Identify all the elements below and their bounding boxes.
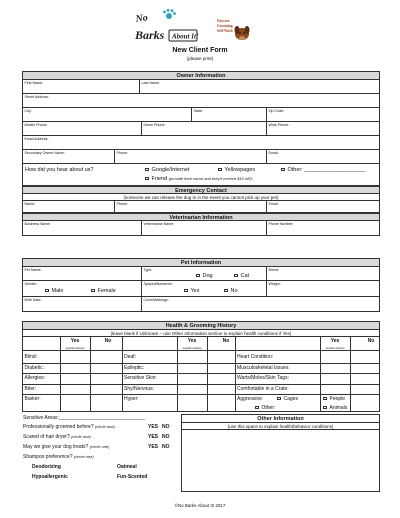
other-option[interactable]: Other: ____________________: [281, 167, 366, 173]
checkbox[interactable]: [91, 289, 95, 293]
heart-label: Heart Condition:: [237, 354, 274, 360]
checkbox[interactable]: [323, 406, 327, 410]
treats-no[interactable]: NO: [162, 444, 170, 450]
friend-option[interactable]: Friend (provide their name and they'll receive $10 off!):: [145, 176, 253, 182]
logo-graphic: [133, 8, 267, 46]
svg-text:Daycare: Daycare: [217, 19, 230, 23]
biter-label: Biter:: [24, 385, 37, 392]
checkbox[interactable]: [218, 168, 222, 172]
city-row: [23, 108, 379, 122]
sensitive-areas[interactable]: Sensitive Areas:_______________________________: [23, 415, 146, 421]
groomed-no[interactable]: NO: [162, 424, 170, 430]
mobile-phone-field[interactable]: Mobile Phone:: [24, 123, 48, 127]
dryer-no[interactable]: NO: [162, 434, 170, 440]
email-field[interactable]: Email Address:: [24, 137, 49, 141]
other-info-section[interactable]: [181, 414, 380, 492]
barker-label: Barker:: [24, 396, 41, 402]
vet-phone-field[interactable]: Phone Number:: [266, 221, 379, 235]
birth-date-field[interactable]: Birth Date:: [24, 298, 42, 302]
form-title: New Client Form: [172, 47, 228, 54]
vet-header: Veterinarian Information: [23, 213, 379, 221]
zip-field[interactable]: Zip Code:: [266, 108, 379, 121]
health-header: Health & Grooming History: [23, 322, 379, 330]
paw-icon: [163, 9, 176, 19]
shampoo-oatmeal[interactable]: Oatmeal: [117, 464, 137, 470]
yellowpages-option[interactable]: Yellowpages: [218, 167, 255, 173]
weight-field[interactable]: Weight:: [266, 281, 379, 296]
epileptic-label: Epileptic:: [124, 364, 145, 371]
allergies-label: Allergies:: [24, 375, 46, 381]
dog-option[interactable]: Dog: [196, 273, 213, 279]
emergency-phone-field[interactable]: Phone:: [114, 201, 266, 212]
spayed-yes-option[interactable]: Yes: [184, 288, 199, 294]
pet-row-2: [23, 281, 379, 297]
home-phone-field[interactable]: Home Phone:: [141, 122, 266, 135]
pet-section: [22, 258, 380, 312]
crate-label: Comfortable in a Crate:: [237, 385, 289, 392]
last-name-field[interactable]: Last Name:: [139, 80, 379, 93]
pet-type-field: Type: Dog Cat: [141, 267, 266, 280]
health-col-headers: Yes No (explain below) Yes No (explain below) Yes No (explain below): [23, 337, 379, 351]
checkbox[interactable]: [234, 274, 238, 278]
email-row: [23, 136, 379, 150]
checkbox[interactable]: [196, 274, 200, 278]
grooming-questions: [22, 415, 180, 495]
pet-row-1: [23, 267, 379, 281]
phones-row: [23, 122, 379, 136]
musculoskeletal-label: Musculoskeletal Issues:: [237, 364, 290, 371]
breed-field[interactable]: Breed:: [266, 267, 379, 280]
secondary-phone-field[interactable]: Phone:: [114, 150, 266, 163]
shampoo-hypoallergenic[interactable]: Hypoallergenic: [32, 474, 68, 480]
vet-name-field[interactable]: Veterinarian Name:: [141, 221, 266, 235]
hear-about-question: How did you hear about us?: [25, 167, 94, 173]
name-row: [23, 80, 379, 94]
secondary-email-field[interactable]: Email:: [266, 150, 379, 163]
checkbox[interactable]: [145, 177, 149, 181]
city-field[interactable]: City:: [24, 109, 32, 113]
spayed-no-option[interactable]: No: [224, 288, 238, 294]
health-subheader: (leave blank if Unknown – use Other Information section to explain health conditions if Yes): [23, 330, 379, 337]
emergency-row: [23, 201, 379, 213]
checkbox[interactable]: [281, 168, 285, 172]
pet-name-field[interactable]: Pet Name:: [24, 268, 42, 272]
dog-icon: [235, 26, 250, 40]
secondary-owner-field[interactable]: Secondary Owner Name:: [24, 151, 65, 155]
emergency-email-field[interactable]: Email:: [266, 201, 379, 212]
work-phone-field[interactable]: Work Phone:: [266, 122, 379, 135]
first-name-field[interactable]: First Name:: [24, 81, 44, 85]
groomed-yes[interactable]: YES: [148, 424, 159, 430]
hyper-label: Hyper:: [124, 396, 139, 402]
emergency-header: Emergency Contact: [23, 186, 379, 194]
street-row: [23, 94, 379, 108]
vet-business-field[interactable]: Business Name:: [24, 222, 51, 226]
hear-about-row: [23, 164, 379, 186]
spayed-field: Spayed/Neutered: Yes No: [141, 281, 266, 296]
health-section: [22, 321, 380, 412]
svg-text:About It!: About It!: [172, 32, 199, 41]
other-info-header: Other Information: [182, 415, 379, 423]
checkbox[interactable]: [255, 406, 259, 410]
color-markings-field[interactable]: Color/Markings:: [141, 297, 379, 311]
treats-question: May we give your dog treats? (circle one): [23, 444, 110, 450]
checkbox[interactable]: [184, 289, 188, 293]
pet-header: Pet Information: [23, 259, 379, 267]
vet-row: [23, 221, 379, 235]
dryer-yes[interactable]: YES: [148, 434, 159, 440]
google-option[interactable]: Google/Internet: [145, 167, 189, 173]
animals-option[interactable]: Animals: [323, 405, 347, 411]
emergency-subheader: (someone we can release the dog to in the event you cannot pick up your pet): [23, 194, 379, 201]
owner-section: [22, 71, 380, 236]
shampoo-fun-scented[interactable]: Fun-Scented: [117, 474, 148, 480]
dryer-question: Scared of hair dryer? (circle one): [23, 434, 91, 440]
footer: ©No Barks About It! 2017: [174, 503, 226, 508]
form-subtitle: (please print): [186, 56, 214, 61]
other-info-subheader: (use this space to explain health/behavior conditions): [182, 423, 379, 430]
svg-text:Barks: Barks: [135, 28, 165, 42]
people-option[interactable]: People: [323, 396, 345, 402]
treats-yes[interactable]: YES: [148, 444, 159, 450]
owner-header: Owner Information: [23, 72, 379, 80]
state-field[interactable]: State:: [191, 108, 266, 121]
shampoo-question: Shampoo preference? (circle one): [23, 454, 94, 460]
svg-text:Self-Wash: Self-Wash: [217, 29, 233, 33]
logo: [133, 8, 267, 46]
checkbox[interactable]: [224, 289, 228, 293]
female-option[interactable]: Female: [91, 288, 116, 294]
cages-option[interactable]: Cages: [277, 396, 298, 402]
groomed-question: Professionally groomed before? (circle one): [23, 424, 115, 430]
shy-label: Shy/Nervous:: [124, 385, 155, 392]
shampoo-deodorizing[interactable]: Deodorizing: [32, 464, 61, 470]
emergency-name-field[interactable]: Name:: [24, 202, 36, 206]
cat-option[interactable]: Cat: [234, 273, 249, 279]
pet-row-3: [23, 297, 379, 311]
aggressive-other-option[interactable]: Other:: [255, 405, 275, 411]
checkbox[interactable]: [277, 397, 281, 401]
checkbox[interactable]: [323, 397, 327, 401]
aggressive-label: Aggressive:: [237, 396, 264, 402]
warts-label: Warts/Moles/Skin Tags:: [237, 375, 289, 381]
secondary-row: [23, 150, 379, 164]
gender-field: Gender: Male Female: [24, 282, 116, 294]
blind-label: Blind:: [24, 354, 38, 360]
checkbox[interactable]: [45, 289, 49, 293]
svg-text:Grooming: Grooming: [217, 24, 233, 28]
deaf-label: Deaf:: [124, 354, 136, 360]
male-option[interactable]: Male: [45, 288, 63, 294]
sensitive-skin-label: Sensitive Skin:: [124, 375, 157, 381]
health-grid: [23, 352, 379, 411]
street-field[interactable]: Street Address:: [24, 95, 50, 99]
svg-text:No: No: [134, 12, 149, 25]
checkbox[interactable]: [145, 168, 149, 172]
diabetic-label: Diabetic:: [24, 364, 44, 371]
